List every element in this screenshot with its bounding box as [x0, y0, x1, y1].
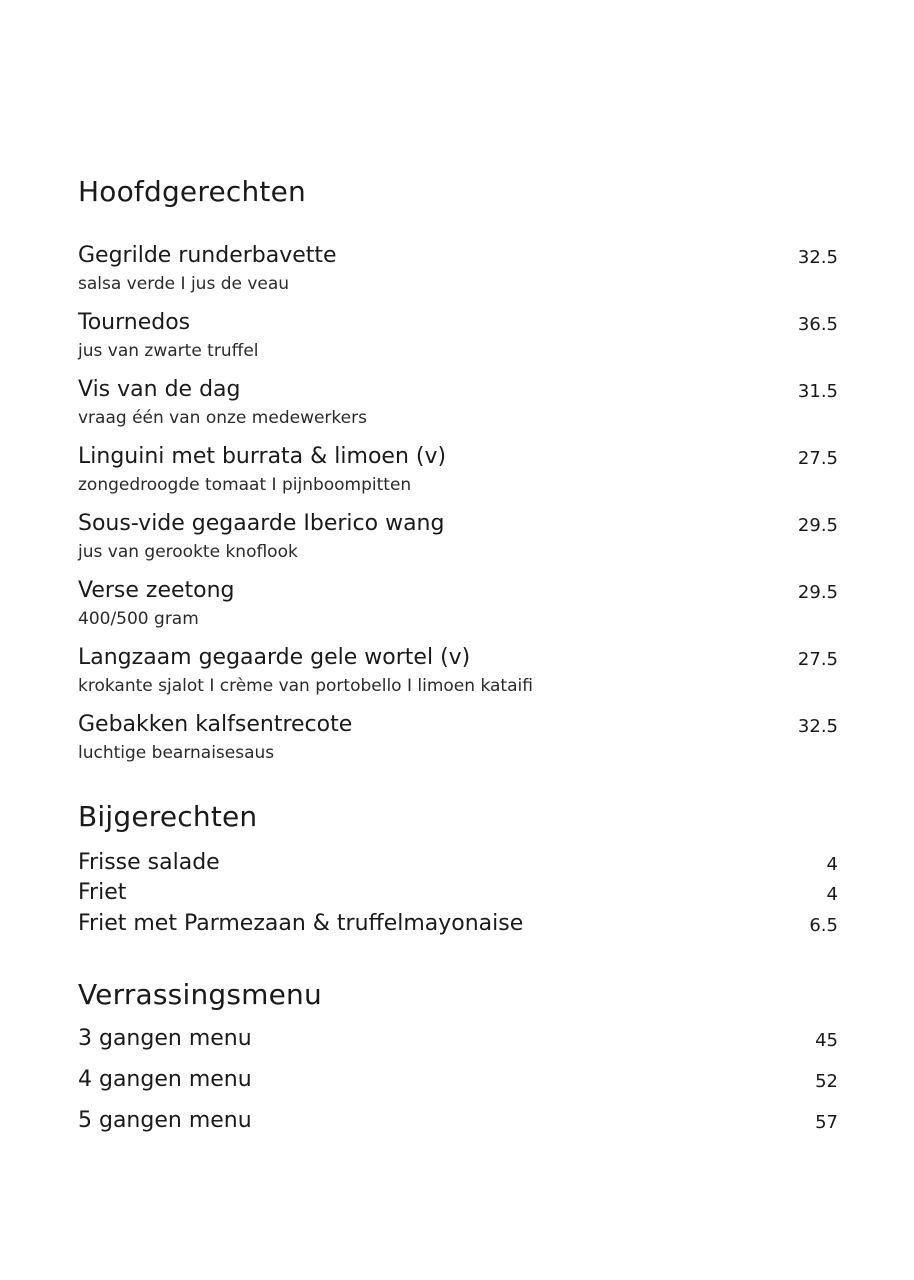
side-dish-price: 6.5 — [809, 915, 838, 936]
surprise-menu-name: 5 gangen menu — [78, 1108, 252, 1133]
dish-item — [78, 511, 838, 571]
surprise-menu-price: 52 — [815, 1071, 838, 1092]
section-title-surprise-menu: Verrassingsmenu — [78, 978, 322, 1011]
dish-item — [78, 712, 838, 772]
dish-item — [78, 645, 838, 705]
dish-name: Vis van de dag — [78, 377, 241, 402]
side-dish-name: Frisse salade — [78, 850, 220, 875]
dish-name: Langzaam gegaarde gele wortel (v) — [78, 645, 471, 670]
dish-name: Verse zeetong — [78, 578, 235, 603]
side-dish-price: 4 — [826, 884, 838, 905]
dish-description: jus van zwarte truffel — [78, 341, 259, 361]
section-title-main-courses: Hoofdgerechten — [78, 175, 306, 208]
side-dish-item — [78, 850, 838, 880]
dish-price: 36.5 — [797, 314, 838, 335]
side-dish-price: 4 — [826, 854, 838, 875]
side-dish-item — [78, 911, 838, 941]
dish-name: Linguini met burrata & limoen (v) — [78, 444, 447, 469]
dish-description: luchtige bearnaisesaus — [78, 743, 275, 763]
section-title-side-dishes: Bijgerechten — [78, 800, 258, 833]
dish-price: 31.5 — [797, 381, 838, 402]
dish-name: Tournedos — [78, 310, 191, 335]
dish-item — [78, 377, 838, 437]
dish-price: 27.5 — [797, 448, 838, 469]
surprise-menu-item — [78, 1026, 838, 1056]
dish-price: 29.5 — [797, 582, 838, 603]
surprise-menu-item — [78, 1108, 838, 1138]
surprise-menu-price: 45 — [815, 1030, 838, 1051]
dish-price: 27.5 — [797, 649, 838, 670]
dish-name: Gegrilde runderbavette — [78, 243, 337, 268]
side-dish-name: Friet — [78, 880, 127, 905]
dish-item — [78, 578, 838, 638]
dish-description: 400/500 gram — [78, 609, 199, 629]
surprise-menu-name: 4 gangen menu — [78, 1067, 252, 1092]
dish-item — [78, 310, 838, 370]
dish-item — [78, 444, 838, 504]
dish-price: 32.5 — [797, 247, 838, 268]
dish-description: salsa verde I jus de veau — [78, 274, 290, 294]
dish-description: vraag één van onze medewerkers — [78, 408, 367, 428]
dish-price: 29.5 — [797, 515, 838, 536]
dish-description: krokante sjalot I crème van portobello I limoen kataifi — [78, 676, 533, 696]
surprise-menu-price: 57 — [815, 1112, 838, 1133]
side-dish-name: Friet met Parmezaan & truffelmayonaise — [78, 911, 524, 936]
surprise-menu-item — [78, 1067, 838, 1097]
dish-price: 32.5 — [797, 716, 838, 737]
dish-name: Sous-vide gegaarde Iberico wang — [78, 511, 445, 536]
surprise-menu-name: 3 gangen menu — [78, 1026, 252, 1051]
dish-name: Gebakken kalfsentrecote — [78, 712, 353, 737]
dish-item — [78, 243, 838, 303]
dish-description: jus van gerookte knoflook — [78, 542, 298, 562]
dish-description: zongedroogde tomaat I pijnboompitten — [78, 475, 412, 495]
side-dish-item — [78, 880, 838, 910]
